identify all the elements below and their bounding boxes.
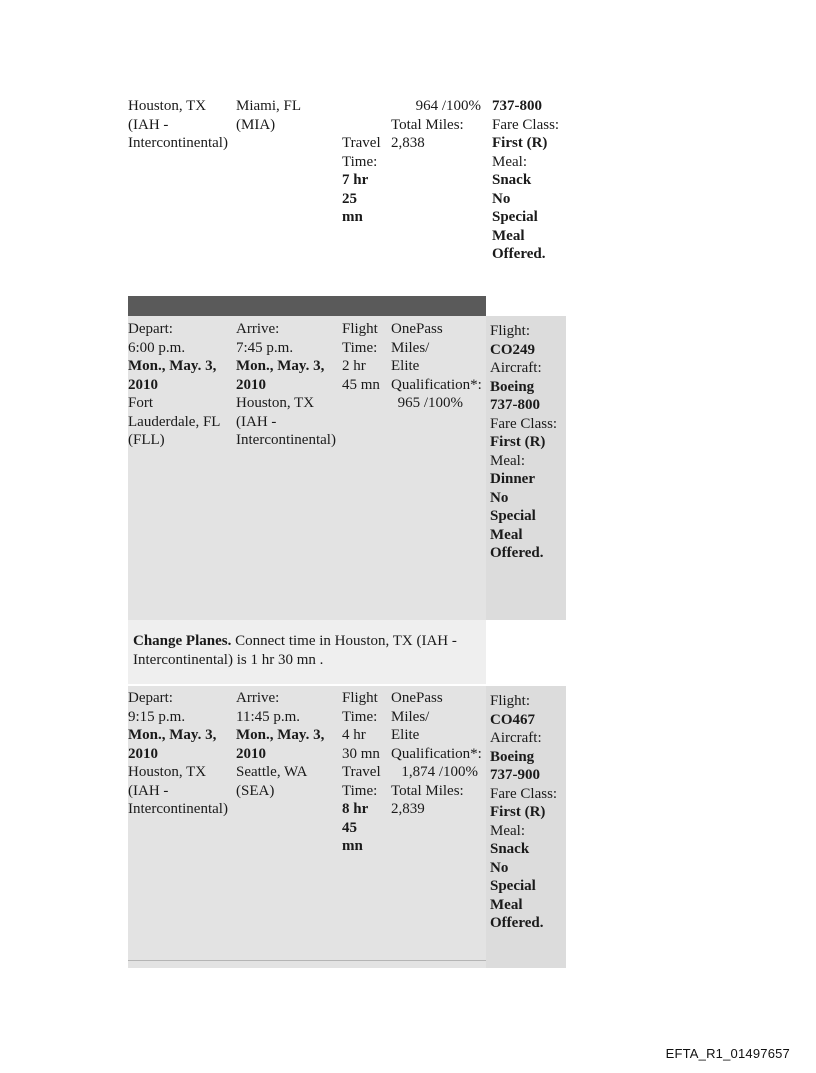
travel-time-line: Travel bbox=[342, 135, 381, 151]
flight-time-value: 30 mn bbox=[342, 745, 380, 762]
arrive-city-line: Seattle, WA bbox=[236, 764, 308, 780]
travel-time-value: 7 hr bbox=[342, 172, 369, 188]
fare-class-value: First (R) bbox=[490, 434, 546, 450]
onepass-label: Elite bbox=[391, 358, 420, 374]
flight-time-label: Flight bbox=[342, 321, 378, 337]
depart-column bbox=[128, 689, 228, 819]
arrive-column bbox=[236, 689, 324, 800]
travel-time-line: Time: bbox=[342, 153, 378, 170]
arrive-date: Mon., May. 3, bbox=[236, 358, 325, 374]
onepass-column bbox=[391, 689, 485, 819]
meal-value: Offered. bbox=[490, 545, 544, 561]
miles bbox=[391, 97, 481, 153]
arrive-date: 2010 bbox=[236, 376, 266, 393]
depart-date: 2010 bbox=[128, 376, 158, 393]
depart-city-line: (IAH - bbox=[128, 116, 169, 133]
flight-time-label: Time: bbox=[342, 339, 378, 356]
onepass-label: Qualification*: bbox=[391, 376, 482, 393]
depart-date: Mon., May. 3, bbox=[128, 727, 217, 743]
meal-value: Offered. bbox=[492, 246, 546, 262]
arrive-date: 2010 bbox=[236, 745, 266, 762]
meal-label: Meal: bbox=[490, 822, 525, 839]
flight-time-label: Flight bbox=[342, 690, 378, 706]
segment-header-bar bbox=[128, 296, 486, 316]
fare-class-value: First (R) bbox=[490, 804, 546, 820]
depart-city-line: Houston, TX bbox=[128, 98, 207, 114]
meal-label: Meal: bbox=[490, 452, 525, 469]
onepass-value: 1,874 /100% bbox=[401, 764, 478, 780]
flight-number: CO467 bbox=[490, 711, 535, 728]
meal-value: No bbox=[492, 190, 511, 207]
depart-date: 2010 bbox=[128, 745, 158, 762]
depart-column bbox=[128, 320, 220, 450]
aircraft-value: 737-900 bbox=[490, 767, 540, 783]
travel-time-label: Time: bbox=[342, 782, 378, 799]
document-id: EFTA_R1_01497657 bbox=[665, 1046, 790, 1061]
flight-details bbox=[490, 322, 557, 563]
meal-label: Meal: bbox=[492, 153, 527, 170]
onepass-label: Miles/ bbox=[391, 339, 430, 356]
depart-label: Depart: bbox=[128, 321, 173, 337]
aircraft-value: Boeing bbox=[490, 378, 535, 395]
onepass-column bbox=[391, 320, 485, 413]
meal-value: Offered. bbox=[490, 915, 544, 931]
onepass-label: OnePass bbox=[391, 321, 443, 337]
aircraft-value: 737-800 bbox=[490, 397, 540, 413]
aircraft-label: Aircraft: bbox=[490, 730, 542, 746]
meal-value: Special bbox=[492, 209, 538, 225]
meal-value: Special bbox=[490, 508, 536, 524]
arrive-city-line: (SEA) bbox=[236, 782, 275, 799]
connection-line-1 bbox=[133, 632, 457, 651]
meal-value: Meal bbox=[490, 526, 523, 543]
depart-city-line: Intercontinental) bbox=[128, 135, 228, 151]
flight-number: CO249 bbox=[490, 341, 535, 358]
depart-time: 6:00 p.m. bbox=[128, 339, 186, 356]
onepass-label: Elite bbox=[391, 727, 420, 743]
arrive-date: Mon., May. 3, bbox=[236, 727, 325, 743]
connection-notice bbox=[133, 632, 457, 669]
meal-value: Dinner bbox=[490, 471, 535, 487]
meal-value: Meal bbox=[492, 227, 525, 244]
time-column bbox=[342, 689, 381, 856]
depart-city-line: Lauderdale, FL bbox=[128, 413, 221, 430]
onepass-label: Miles/ bbox=[391, 708, 430, 725]
flight-details bbox=[490, 692, 557, 933]
travel-time-value: 25 bbox=[342, 190, 357, 207]
arrive-time: 7:45 p.m. bbox=[236, 339, 294, 356]
total-miles-label: Total Miles: bbox=[391, 782, 464, 799]
fare-class-label: Fare Class: bbox=[490, 415, 558, 432]
meal-value: No bbox=[490, 489, 509, 506]
depart-label: Depart: bbox=[128, 690, 173, 706]
arrive-city-line: Houston, TX bbox=[236, 395, 315, 411]
meal-value: Special bbox=[490, 878, 536, 894]
arrive-label: Arrive: bbox=[236, 321, 280, 337]
fare-class-label: Fare Class: bbox=[490, 785, 558, 802]
meal-value: Meal bbox=[490, 896, 523, 913]
depart-time: 9:15 p.m. bbox=[128, 708, 186, 725]
flight-time-value: 2 hr bbox=[342, 358, 366, 374]
onepass-value: 965 /100% bbox=[397, 395, 463, 411]
flight-time-value: 4 hr bbox=[342, 727, 366, 743]
meal-value: Snack bbox=[490, 841, 530, 857]
travel-time-value: mn bbox=[342, 838, 363, 854]
travel-time-value: 8 hr bbox=[342, 801, 369, 817]
fare-class-value: First (R) bbox=[492, 135, 548, 151]
arrive-city bbox=[236, 97, 301, 134]
travel-time-label: Travel bbox=[342, 764, 381, 780]
depart-city-line: Intercontinental) bbox=[128, 801, 228, 817]
flight-number-label: Flight: bbox=[490, 693, 531, 709]
aircraft-value: Boeing bbox=[490, 748, 535, 765]
arrive-city-line: (MIA) bbox=[236, 116, 276, 133]
meal-value: No bbox=[490, 859, 509, 876]
segment-miles: 964 /100% bbox=[415, 98, 481, 114]
change-planes-label: Change Planes. bbox=[133, 633, 232, 649]
depart-city-line: Houston, TX bbox=[128, 764, 207, 780]
aircraft-model: 737-800 bbox=[492, 98, 542, 114]
arrive-city-line: Miami, FL bbox=[236, 98, 302, 114]
onepass-label: OnePass bbox=[391, 690, 443, 706]
flight-time-column bbox=[342, 320, 380, 394]
depart-city bbox=[128, 97, 228, 153]
arrive-city-line: (IAH - bbox=[236, 413, 277, 430]
depart-city-line: (IAH - bbox=[128, 782, 169, 799]
onepass-label: Qualification*: bbox=[391, 745, 482, 762]
travel-time-value: mn bbox=[342, 209, 363, 225]
flight-time-value: 45 mn bbox=[342, 376, 380, 393]
connection-text: Connect time in Houston, TX (IAH - bbox=[231, 633, 457, 649]
depart-city-line: Fort bbox=[128, 395, 154, 411]
total-miles-value: 2,839 bbox=[391, 801, 425, 817]
depart-city-line: (FLL) bbox=[128, 432, 165, 448]
flight-time-label: Time: bbox=[342, 708, 378, 725]
meal-value: Snack bbox=[492, 172, 532, 188]
depart-date: Mon., May. 3, bbox=[128, 358, 217, 374]
arrive-column bbox=[236, 320, 336, 450]
total-miles-value: 2,838 bbox=[391, 135, 425, 151]
flight-number-label: Flight: bbox=[490, 323, 531, 339]
travel-time bbox=[342, 134, 381, 227]
arrive-city-line: Intercontinental) bbox=[236, 432, 336, 448]
total-miles-label: Total Miles: bbox=[391, 116, 464, 133]
arrive-time: 11:45 p.m. bbox=[236, 708, 301, 725]
travel-time-value: 45 bbox=[342, 819, 357, 836]
aircraft-label: Aircraft: bbox=[490, 360, 542, 376]
bottom-divider bbox=[128, 960, 486, 961]
arrive-label: Arrive: bbox=[236, 690, 280, 706]
connection-text: Intercontinental) is 1 hr 30 mn . bbox=[133, 651, 324, 668]
flight-details bbox=[492, 97, 559, 264]
fare-class-label: Fare Class: bbox=[492, 116, 560, 133]
